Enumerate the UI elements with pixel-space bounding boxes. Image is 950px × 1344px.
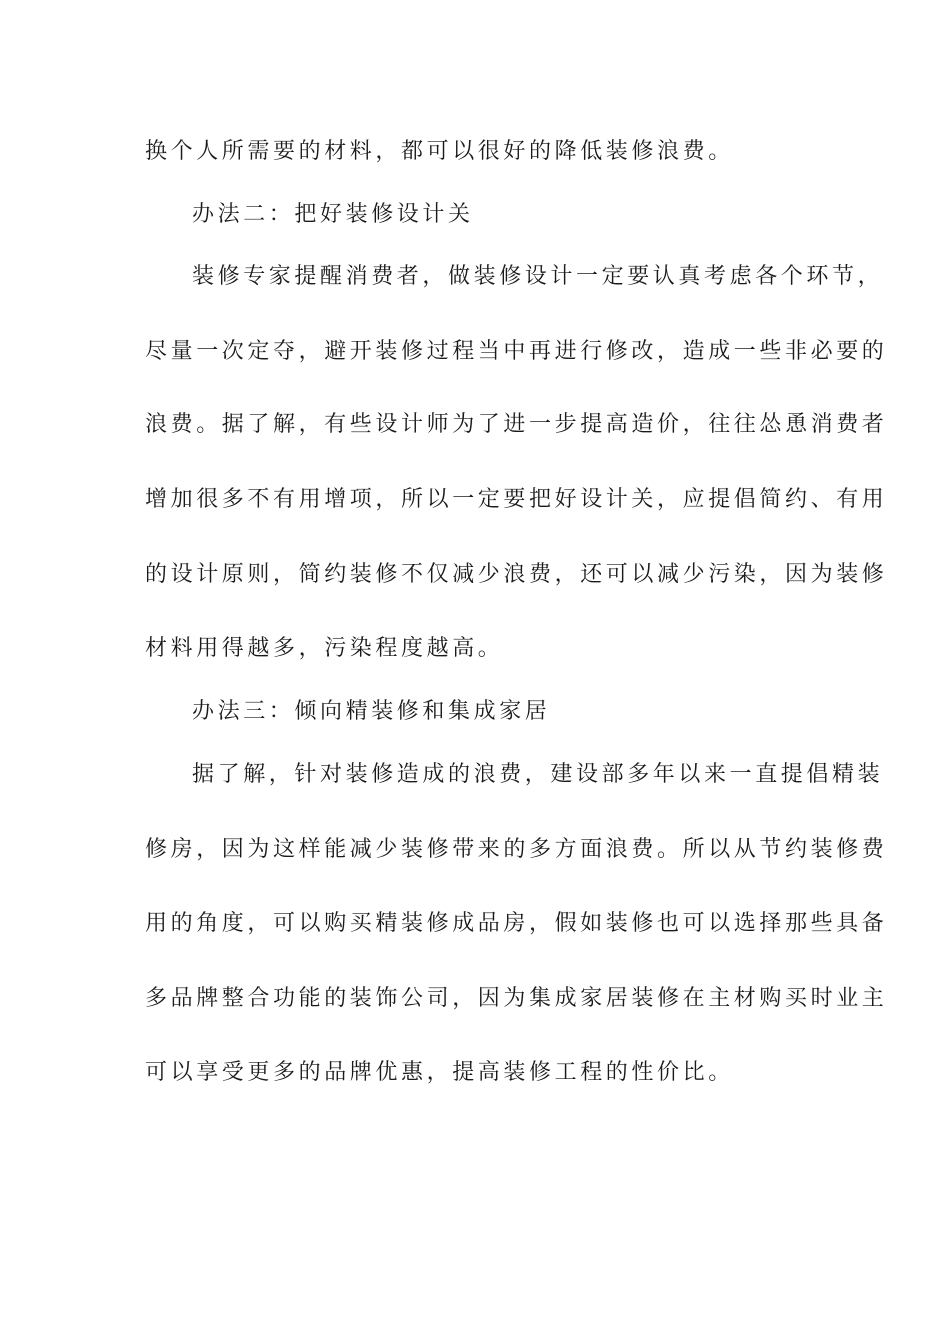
paragraph-line: 的设计原则，简约装修不仅减少浪费，还可以减少污染，因为装修 xyxy=(145,562,888,587)
paragraph-line: 浪费。据了解，有些设计师为了进一步提高造价，往往怂恿消费者 xyxy=(145,412,888,437)
section-heading: 办法三：倾向精装修和集成家居 xyxy=(192,699,551,724)
paragraph-line: 换个人所需要的材料，都可以很好的降低装修浪费。 xyxy=(145,139,734,164)
paragraph-line: 尽量一次定夺，避开装修过程当中再进行修改，造成一些非必要的 xyxy=(145,339,888,364)
paragraph-line: 用的角度，可以购买精装修成品房，假如装修也可以选择那些具备 xyxy=(145,911,888,936)
paragraph-line: 材料用得越多，污染程度越高。 xyxy=(145,636,504,661)
paragraph-line: 修房，因为这样能减少装修带来的多方面浪费。所以从节约装修费 xyxy=(145,837,888,862)
paragraph-line: 可以享受更多的品牌优惠，提高装修工程的性价比。 xyxy=(145,1060,734,1085)
paragraph-line: 增加很多不有用增项，所以一定要把好设计关，应提倡简约、有用 xyxy=(145,487,888,512)
paragraph-line: 多品牌整合功能的装饰公司，因为集成家居装修在主材购买时业主 xyxy=(145,986,888,1011)
section-heading: 办法二：把好装修设计关 xyxy=(192,202,474,227)
paragraph-line: 装修专家提醒消费者，做装修设计一定要认真考虑各个环节， xyxy=(192,264,884,289)
paragraph-line: 据了解，针对装修造成的浪费，建设部多年以来一直提倡精装 xyxy=(192,762,884,787)
